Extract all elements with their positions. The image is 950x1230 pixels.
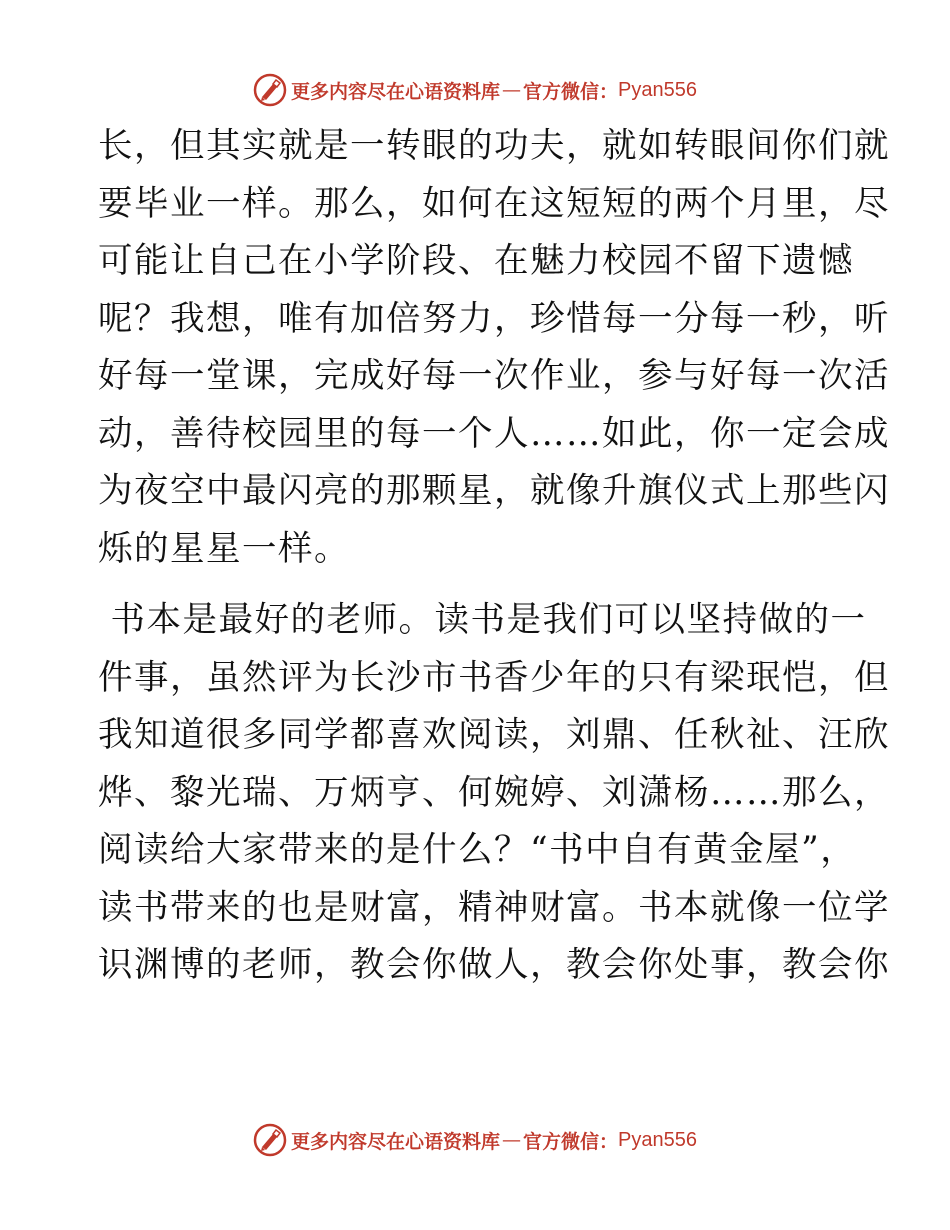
pen-logo-icon (253, 73, 287, 107)
text-line: 书本是最好的老师。读书是我们可以坚持做的一 (98, 600, 867, 640)
footer-banner (0, 1120, 950, 1160)
text-line: 呢？我想，唯有加倍努力，珍惜每一分每一秒，听 (98, 298, 890, 339)
paragraph-gap (98, 578, 858, 592)
text-line: 烁的星星一样。 (98, 528, 350, 569)
banner-dash: — (502, 79, 522, 101)
paragraph-2 (98, 592, 890, 995)
text-line: 我知道很多同学都喜欢阅读，刘鼎、任秋祉、汪欣 (98, 715, 890, 755)
banner-wechat-label: 官方微信： (523, 1131, 619, 1153)
banner-wechat-id: Pyan556 (618, 1128, 697, 1151)
banner-text: 更多内容尽在心语资料库 (291, 1130, 501, 1153)
banner-wechat-id: Pyan556 (618, 78, 697, 101)
text-line: 件事，虽然评为长沙市书香少年的只有梁珉恺，但 (98, 657, 890, 698)
text-line: 烨、黎光瑞、万炳亨、何婉婷、刘潇杨……那么， (98, 772, 890, 813)
text-line: 阅读给大家带来的是什么？“书中自有黄金屋”， (98, 830, 857, 870)
text-line: 动，善待校园里的每一个人……如此，你一定会成 (98, 413, 890, 454)
text-line: 识渊博的老师，教会你做人，教会你处事，教会你 (98, 945, 890, 985)
text-line: 好每一堂课，完成好每一次作业，参与好每一次活 (98, 356, 890, 396)
paragraph-1 (98, 118, 890, 578)
document-body (98, 118, 890, 995)
text-line: 要毕业一样。那么，如何在这短短的两个月里，尽 (98, 183, 890, 224)
banner-dash: — (502, 1129, 522, 1151)
text-line: 长，但其实就是一转眼的功夫，就如转眼间你们就 (98, 126, 890, 166)
banner-text: 更多内容尽在心语资料库 (291, 80, 501, 103)
text-line: 读书带来的也是财富，精神财富。书本就像一位学 (98, 887, 890, 928)
banner-wechat-label: 官方微信： (523, 81, 619, 103)
header-banner (0, 70, 950, 110)
text-line: 为夜空中最闪亮的那颗星，就像升旗仪式上那些闪 (98, 471, 890, 511)
pen-logo-icon (253, 1123, 287, 1157)
text-line: 可能让自己在小学阶段、在魅力校园不留下遗憾 (98, 241, 854, 281)
